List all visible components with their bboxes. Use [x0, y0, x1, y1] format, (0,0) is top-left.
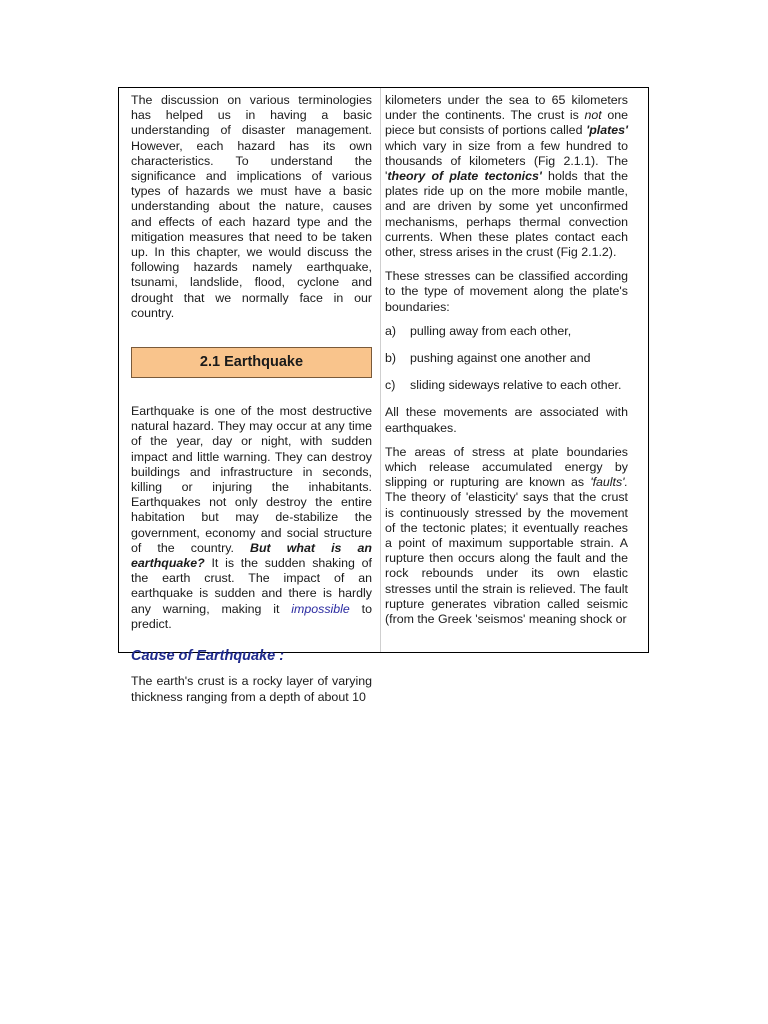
list-item [385, 324, 628, 339]
intro-paragraph: The discussion on various terminologies has helped us in having a basic understanding of disaster management. However, each hazard has its own characteristics. To understand the significance and implications of various types of hazards we must have a basic understanding about the nature, causes and effects of each hazard type and the mitigation measures that need to be taken up. In this chapter, we would discuss the following hazards namely earthquake, tsunami, landslide, flood, cyclone and drought that we normally face in our country. [131, 93, 372, 320]
left-column [131, 93, 372, 714]
list-text: sliding sideways relative to each other. [410, 378, 622, 393]
column-divider [380, 88, 381, 652]
eq-text-1: Earthquake is one of the most destructive natural hazard. They may occur at any time of the year, day or night, with sudden impact and little warning. They can destroy buildings and infrastructure in seconds, killing or injuring the inhabitants. Earthquakes not only destroy the entire habitation but may de-stabilize the government, economy and social structure of the country. [131, 404, 372, 555]
section-title: 2.1 Earthquake [199, 353, 304, 370]
eq-question: But what is an earthquake? [131, 540, 372, 571]
list-item [385, 351, 628, 366]
crust-text-c: which vary in size from a few hundred to thousands of kilometers (Fig 2.1.1). The ' [385, 138, 628, 184]
section-title-box [131, 347, 372, 378]
faults-term: 'faults'. [590, 475, 628, 490]
list-text: pulling away from each other, [410, 323, 572, 338]
document-page [118, 87, 649, 704]
list-label: b) [385, 351, 397, 366]
cause-paragraph: The earth's crust is a rocky layer of varying thickness ranging from a depth of about 10 [131, 674, 372, 704]
eq-text-3: to predict. [131, 601, 372, 631]
movements-paragraph: All these movements are associated with earthquakes. [385, 405, 628, 435]
crust-text-b: one piece but consists of portions called [385, 108, 628, 138]
eq-text-2: It is the sudden shaking of the earth crust. The impact of an earthquake is sudden and there is hardly any warning, making it [131, 556, 372, 616]
faults-paragraph [385, 445, 628, 627]
crust-paragraph [385, 93, 628, 260]
faults-text-a: The areas of stress at plate boundaries which release accumulated energy by slipping or rupturing are known as [385, 444, 628, 490]
movement-list [385, 324, 628, 394]
earthquake-paragraph [131, 404, 372, 632]
right-column [385, 93, 628, 636]
eq-impossible: impossible [291, 601, 350, 616]
list-label: c) [385, 378, 396, 393]
crust-text-d: holds that the plates ride up on the more mobile mantle, and are driven by some yet unconfirmed mechanisms, perhaps thermal convection currents. When these plates contact each other, stress arises in the crust (Fig 2.1.2). [385, 169, 628, 260]
crust-theory: theory of plate tectonics' [387, 169, 542, 184]
crust-plates: 'plates' [586, 123, 628, 138]
list-label: a) [385, 323, 397, 338]
list-item [385, 378, 628, 393]
cause-heading: Cause of Earthquake : [131, 648, 285, 665]
crust-not: not [584, 108, 602, 123]
faults-text-b: The theory of 'elasticity' says that the crust is continuously stressed by the movement of the tectonic plates; it eventually reaches a point of maximum supportable strain. A rupture then occurs along the fault and the rock rebounds under its own elastic stresses until the strain is relieved. The fault rupture generates vibration called seismic (from the Greek 'seismos' meaning shock or [385, 490, 628, 627]
stress-paragraph: These stresses can be classified according to the type of movement along the plate's boundaries: [385, 269, 628, 314]
list-text: pushing against one another and [410, 351, 591, 366]
crust-text-a: kilometers under the sea to 65 kilometers under the continents. The crust is [385, 93, 628, 123]
